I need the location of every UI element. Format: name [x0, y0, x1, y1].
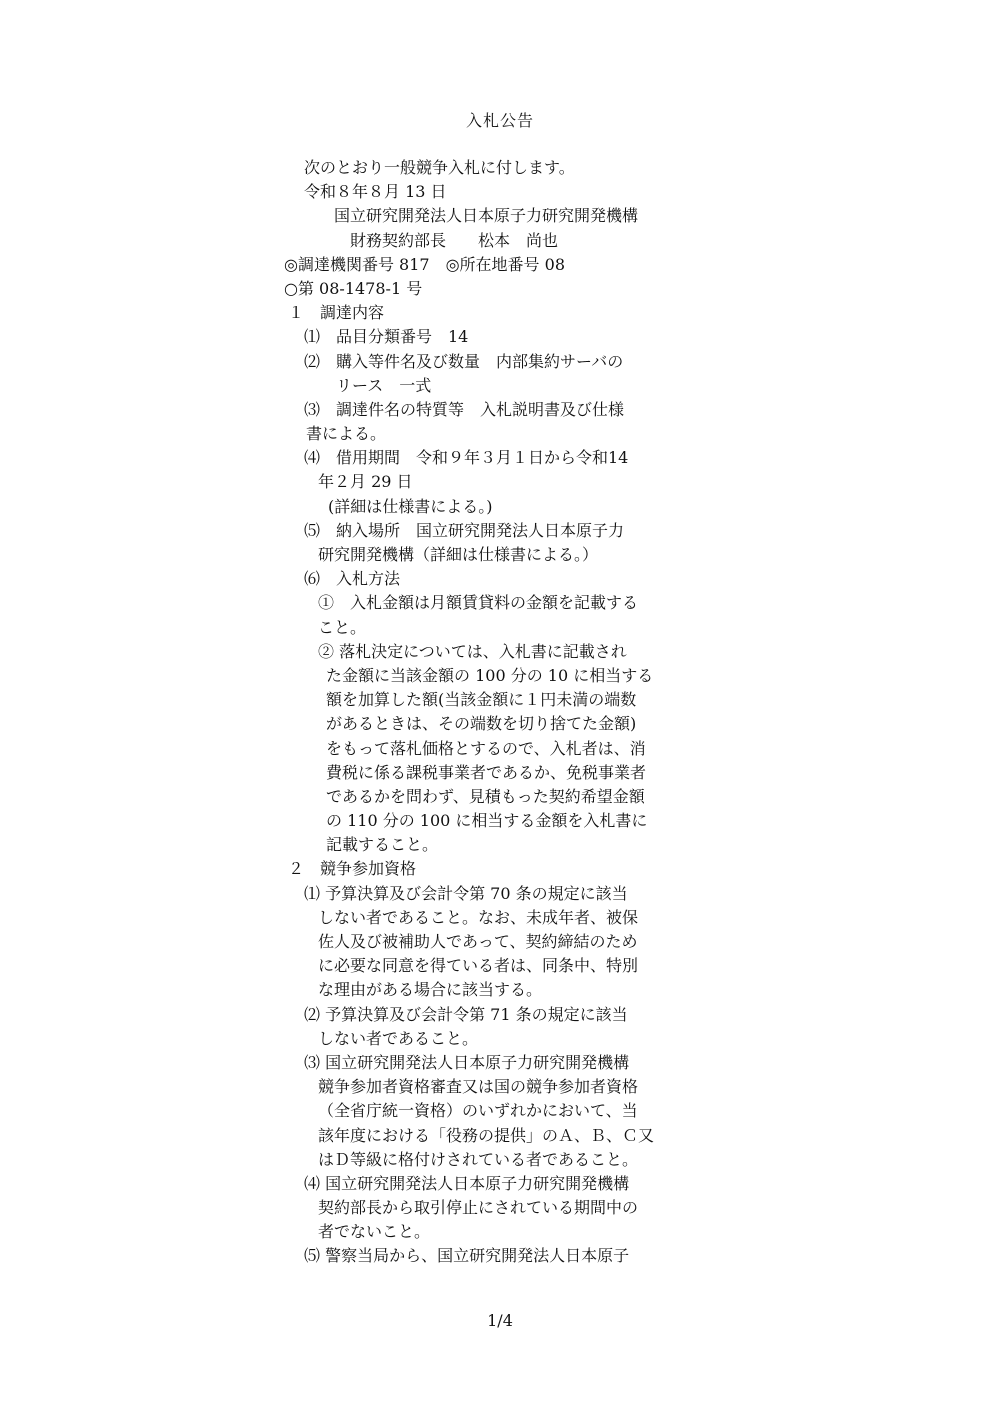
text-line: １ 調達内容: [288, 303, 385, 323]
text-line: しない者であること。: [318, 1028, 479, 1048]
text-line: リース 一式: [336, 375, 432, 395]
text-line: 次のとおり一般競争入札に付します。: [304, 158, 575, 177]
text-line: ⑴ 予算決算及び会計令第 70 条の規定に該当: [304, 883, 628, 903]
text-line: 国立研究開発法人日本原子力研究開発機構: [334, 206, 639, 226]
text-line: ⑷ 借用期間 令和９年３月１日から令和14: [304, 448, 629, 468]
text-line: ① 入札金額は月額賃貸料の金額を記載する: [318, 593, 639, 613]
document-title: 入札公告: [465, 111, 534, 130]
text-line: ⑹ 入札方法: [304, 569, 401, 589]
text-line: があるときは、その端数を切り捨てた金額): [326, 714, 637, 734]
text-line: の 110 分の 100 に相当する金額を入札書に: [326, 811, 648, 831]
text-line: ② 落札決定については、入札書に記載され: [318, 641, 627, 661]
text-line: 研究開発機構（詳細は仕様書による。）: [318, 545, 599, 564]
text-line: ⑷ 国立研究開発法人日本原子力研究開発機構: [304, 1173, 630, 1193]
text-line: ◎調達機関番号 817 ◎所在地番号 08: [284, 254, 565, 274]
text-line: をもって落札価格とするので、入札者は、消: [326, 738, 646, 758]
text-line: 財務契約部長 松本 尚也: [350, 230, 559, 250]
text-line: た金額に当該金額の 100 分の 10 に相当する: [326, 665, 654, 685]
text-line: ⑴ 品目分類番号 14: [304, 327, 469, 347]
text-line: 契約部長から取引停止にされている期間中の: [318, 1198, 639, 1218]
text-line: 令和８年８月 13 日: [304, 182, 447, 202]
text-line: であるかを問わず、見積もった契約希望金額: [326, 786, 645, 806]
text-line: ⑵ 予算決算及び会計令第 71 条の規定に該当: [304, 1004, 628, 1024]
text-line: 費税に係る課税事業者であるか、免税事業者: [326, 762, 647, 782]
text-line: はＤ等級に格付けされている者であること。: [318, 1149, 639, 1169]
text-line: な理由がある場合に該当する。: [318, 980, 543, 1000]
text-line: ⑸ 納入場所 国立研究開発法人日本原子力: [304, 520, 625, 540]
document-body: [284, 156, 664, 1269]
page-number: 1/4: [487, 1311, 513, 1330]
text-line: こと。: [318, 617, 367, 637]
text-line: 年２月 29 日: [318, 472, 413, 492]
text-line: ○第 08-1478-1 号: [284, 278, 423, 298]
text-line: 佐人及び被補助人であって、契約締結のため: [318, 932, 638, 951]
text-line: 記載すること。: [326, 835, 439, 855]
text-line: （全省庁統一資格）のいずれかにおいて、当: [318, 1101, 638, 1121]
text-line: (詳細は仕様書による。): [328, 496, 493, 516]
text-line: ２ 競争参加資格: [288, 859, 417, 879]
text-line: ⑸ 警察当局から、国立研究開発法人日本原子: [304, 1246, 630, 1266]
text-line: しない者であること。なお、未成年者、被保: [318, 907, 639, 927]
text-line: 者でないこと。: [318, 1222, 431, 1242]
text-line: 競争参加者資格審査又は国の競争参加者資格: [318, 1077, 639, 1097]
text-line: に必要な同意を得ている者は、同条中、特別: [318, 956, 639, 976]
text-line: 書による。: [306, 424, 387, 444]
text-line: 該年度における「役務の提供」のＡ、Ｂ、Ｃ又: [318, 1125, 655, 1145]
text-line: ⑶ 調達件名の特質等 入札説明書及び仕様: [304, 399, 625, 419]
text-line: ⑶ 国立研究開発法人日本原子力研究開発機構: [304, 1052, 630, 1072]
text-line: ⑵ 購入等件名及び数量 内部集約サーバの: [304, 351, 624, 371]
text-line: 額を加算した額(当該金額に１円未満の端数: [326, 690, 637, 710]
